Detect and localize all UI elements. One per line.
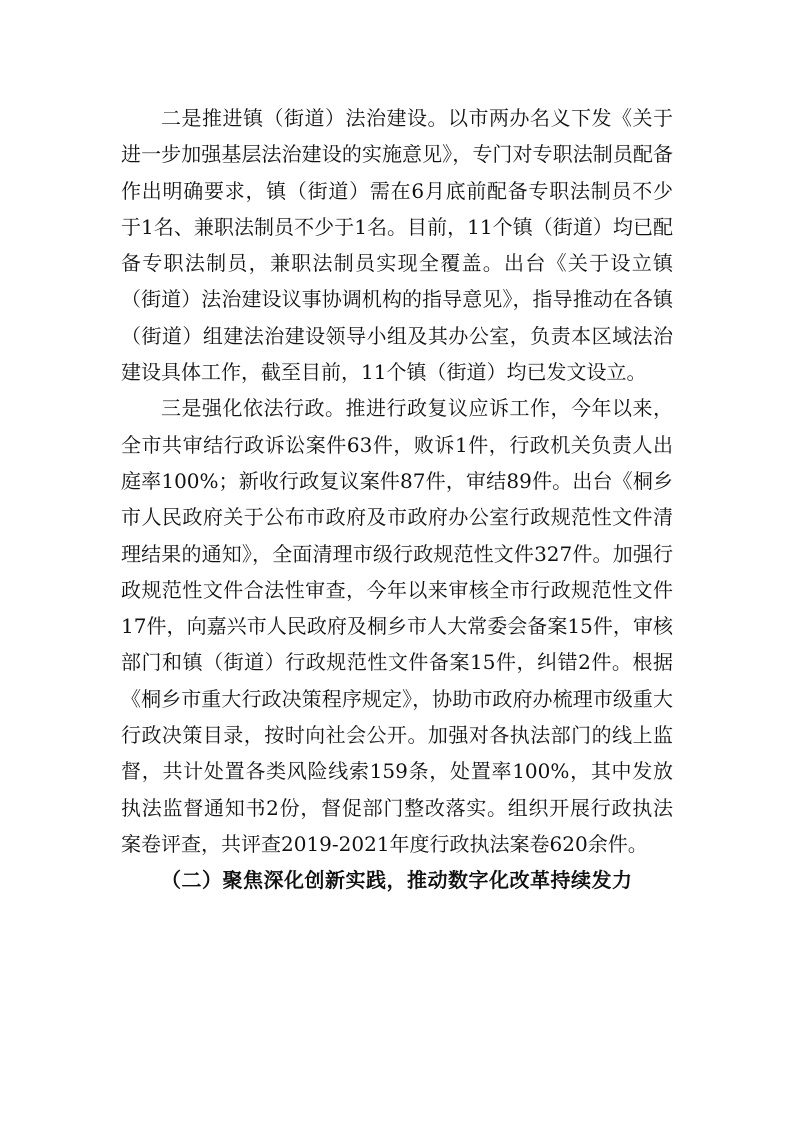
paragraph-township-rule-of-law: 二是推进镇（街道）法治建设。以市两办名义下发《关于进一步加强基层法治建设的实施意见》，专门对专职法制员配备作出明确要求，镇（街道）需在6月底前配备专职法制员不少于1名、兼职法制员不少于1名。目前，11个镇（街道）均已配备专职法制员，兼职法制员实现全覆盖。出台《关于设立镇（街道）法治建设议事协调机构的指导意见》，指导推动在各镇（街道）组建法治建设领导小组及其办公室，负责本区域法治建设具体工作，截至目前，11个镇（街道）均已发文设立。 — [121, 106, 673, 385]
section-heading-digital-reform: （二）聚焦深化创新实践，推动数字化改革持续发力 — [161, 868, 633, 893]
paragraph-administration-by-law: 三是强化依法行政。推进行政复议应诉工作，今年以来，全市共审结行政诉讼案件63件，败诉1件，行政机关负责人出庭率100%；新收行政复议案件87件，审结89件。出台《桐乡市人民政府关于公布市政府及市政府办公室行政规范性文件清理结果的通知》，全面清理市级行政规范性文件327件。加强行政规范性文件合法性审查，今年以来审核全市行政规范性文件17件，向嘉兴市人民政府及桐乡市人大常委会备案15件，审核部门和镇（街道）行政规范性文件备案15件，纠错2件。根据《桐乡市重大行政决策程序规定》，协助市政府办梳理市级重大行政决策目录，按时向社会公开。加强对各执法部门的线上监督，共计处置各类风险线索159条，处置率100%，其中发放执法监督通知书2份，督促部门整改落实。组织开展行政执法案卷评查，共评查2019-2021年度行政执法案卷620余件。 — [121, 396, 673, 856]
document-body — [121, 100, 673, 899]
